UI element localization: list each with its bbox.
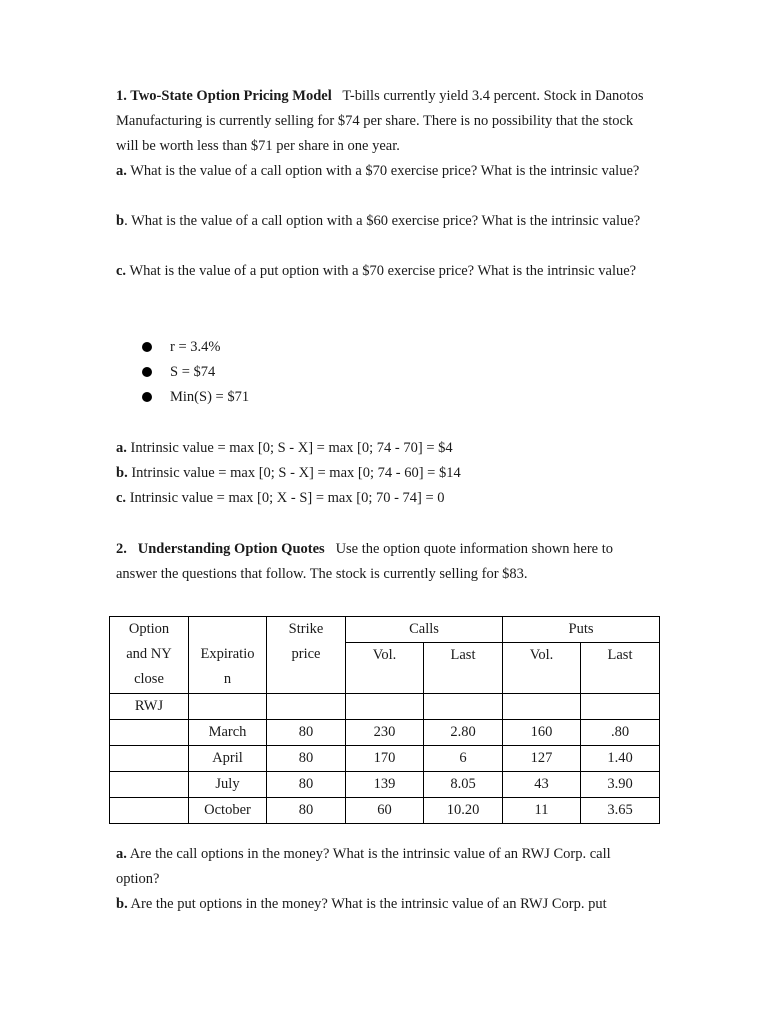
question-2b-text: Are the put options in the money? What is the intrinsic value of an RWJ Corp. put: [130, 896, 607, 912]
header-strike-line: Strike: [288, 621, 324, 637]
header-put-last: Last: [581, 643, 660, 694]
call-vol-cell: 60: [346, 798, 424, 824]
table-cell: [503, 694, 581, 720]
list-item: [142, 385, 249, 410]
call-vol-cell: 170: [346, 746, 424, 772]
question-1-title: 1. Two-State Option Pricing Model: [116, 88, 332, 104]
answer-b-text: Intrinsic value = max [0; S - X] = max [0; 74 - 60] = $14: [131, 465, 461, 481]
expiration-cell: July: [189, 772, 267, 798]
question-2a-label: a.: [116, 846, 127, 862]
header-strike-line: price: [291, 646, 321, 662]
question-1a-label: a.: [116, 163, 127, 179]
table-header-row: [110, 617, 660, 643]
answer-a-text: Intrinsic value = max [0; S - X] = max [0; 74 - 70] = $4: [130, 440, 453, 456]
strike-cell: 80: [267, 720, 346, 746]
given-min-stock: Min(S) = $71: [170, 389, 250, 405]
question-2a-text: Are the call options in the money? What is the intrinsic value of an RWJ Corp. call option?: [116, 846, 611, 887]
question-2-title: Understanding Option Quotes: [137, 541, 325, 557]
ticker-cell: RWJ: [110, 694, 189, 720]
call-vol-cell: 230: [346, 720, 424, 746]
call-last-cell: 8.05: [424, 772, 503, 798]
answer-b-label: b.: [116, 465, 128, 481]
question-1a-text: What is the value of a call option with a $70 exercise price? What is the intrinsic value?: [130, 163, 640, 179]
header-option: [110, 617, 189, 694]
question-1-intro-text: T-bills currently yield 3.4 percent. Stock in Danotos Manufacturing is currently selling for $74 per share. There is no possibility that the stock will be worth less than $71 per share in one year.: [116, 88, 644, 154]
question-1b-label: b: [116, 213, 125, 229]
question-2-number: 2.: [116, 541, 127, 557]
question-2b-label: b.: [116, 896, 128, 912]
answer-a-label: a.: [116, 440, 127, 456]
expiration-cell: March: [189, 720, 267, 746]
header-call-last: Last: [424, 643, 503, 694]
header-expiration: [189, 617, 267, 694]
table-cell: [110, 746, 189, 772]
put-last-cell: 1.40: [581, 746, 660, 772]
answer-c: [116, 486, 656, 511]
put-last-cell: 3.65: [581, 798, 660, 824]
answer-c-label: c.: [116, 490, 127, 506]
table-cell: [581, 694, 660, 720]
header-calls: Calls: [346, 617, 503, 643]
question-1b-text: . What is the value of a call option with a $60 exercise price? What is the intrinsic value?: [124, 213, 641, 229]
question-1-intro: [116, 84, 656, 159]
question-1a: [116, 159, 656, 184]
table-row: [110, 694, 660, 720]
put-vol-cell: 43: [503, 772, 581, 798]
given-values-list: [142, 335, 249, 410]
call-vol-cell: 139: [346, 772, 424, 798]
put-vol-cell: 11: [503, 798, 581, 824]
table-cell: [267, 694, 346, 720]
put-last-cell: 3.90: [581, 772, 660, 798]
call-last-cell: 6: [424, 746, 503, 772]
table-cell: [189, 694, 267, 720]
call-last-cell: 10.20: [424, 798, 503, 824]
header-expiration-line: Expiratio: [200, 646, 255, 662]
question-2-intro: [116, 537, 656, 587]
question-1c: [116, 259, 656, 284]
answer-a: [116, 436, 656, 461]
table-row: [110, 746, 660, 772]
question-1b: [116, 209, 656, 234]
header-option-line: and NY: [126, 646, 172, 662]
table-cell: [110, 720, 189, 746]
table-cell: [424, 694, 503, 720]
list-item: [142, 335, 249, 360]
header-puts: Puts: [503, 617, 660, 643]
table-cell: [110, 798, 189, 824]
table-cell: [110, 772, 189, 798]
given-rate: r = 3.4%: [170, 339, 221, 355]
option-quotes-table: [109, 616, 660, 824]
strike-cell: 80: [267, 772, 346, 798]
given-stock-price: S = $74: [170, 364, 216, 380]
header-put-vol: Vol.: [503, 643, 581, 694]
expiration-cell: April: [189, 746, 267, 772]
bullet-icon: [142, 392, 152, 402]
bullet-icon: [142, 367, 152, 377]
question-1c-label: c.: [116, 263, 127, 279]
list-item: [142, 360, 249, 385]
table-cell: [346, 694, 424, 720]
strike-cell: 80: [267, 746, 346, 772]
expiration-cell: October: [189, 798, 267, 824]
question-2b: [116, 892, 656, 917]
header-call-vol: Vol.: [346, 643, 424, 694]
answer-c-text: Intrinsic value = max [0; X - S] = max [0; 70 - 74] = 0: [129, 490, 445, 506]
strike-cell: 80: [267, 798, 346, 824]
put-vol-cell: 127: [503, 746, 581, 772]
table-row: [110, 798, 660, 824]
header-option-line: Option: [128, 621, 170, 637]
bullet-icon: [142, 342, 152, 352]
question-1c-text: What is the value of a put option with a $70 exercise price? What is the intrinsic value?: [129, 263, 637, 279]
call-last-cell: 2.80: [424, 720, 503, 746]
table-row: [110, 772, 660, 798]
answer-b: [116, 461, 656, 486]
header-option-line: close: [134, 671, 164, 687]
header-strike: [267, 617, 346, 694]
put-vol-cell: 160: [503, 720, 581, 746]
header-expiration-line: n: [223, 671, 232, 687]
table-row: [110, 720, 660, 746]
question-2a: [116, 842, 656, 892]
put-last-cell: .80: [581, 720, 660, 746]
question-2-intro-text: Use the option quote information shown here to answer the questions that follow. The stock is currently selling for $83.: [116, 541, 614, 582]
